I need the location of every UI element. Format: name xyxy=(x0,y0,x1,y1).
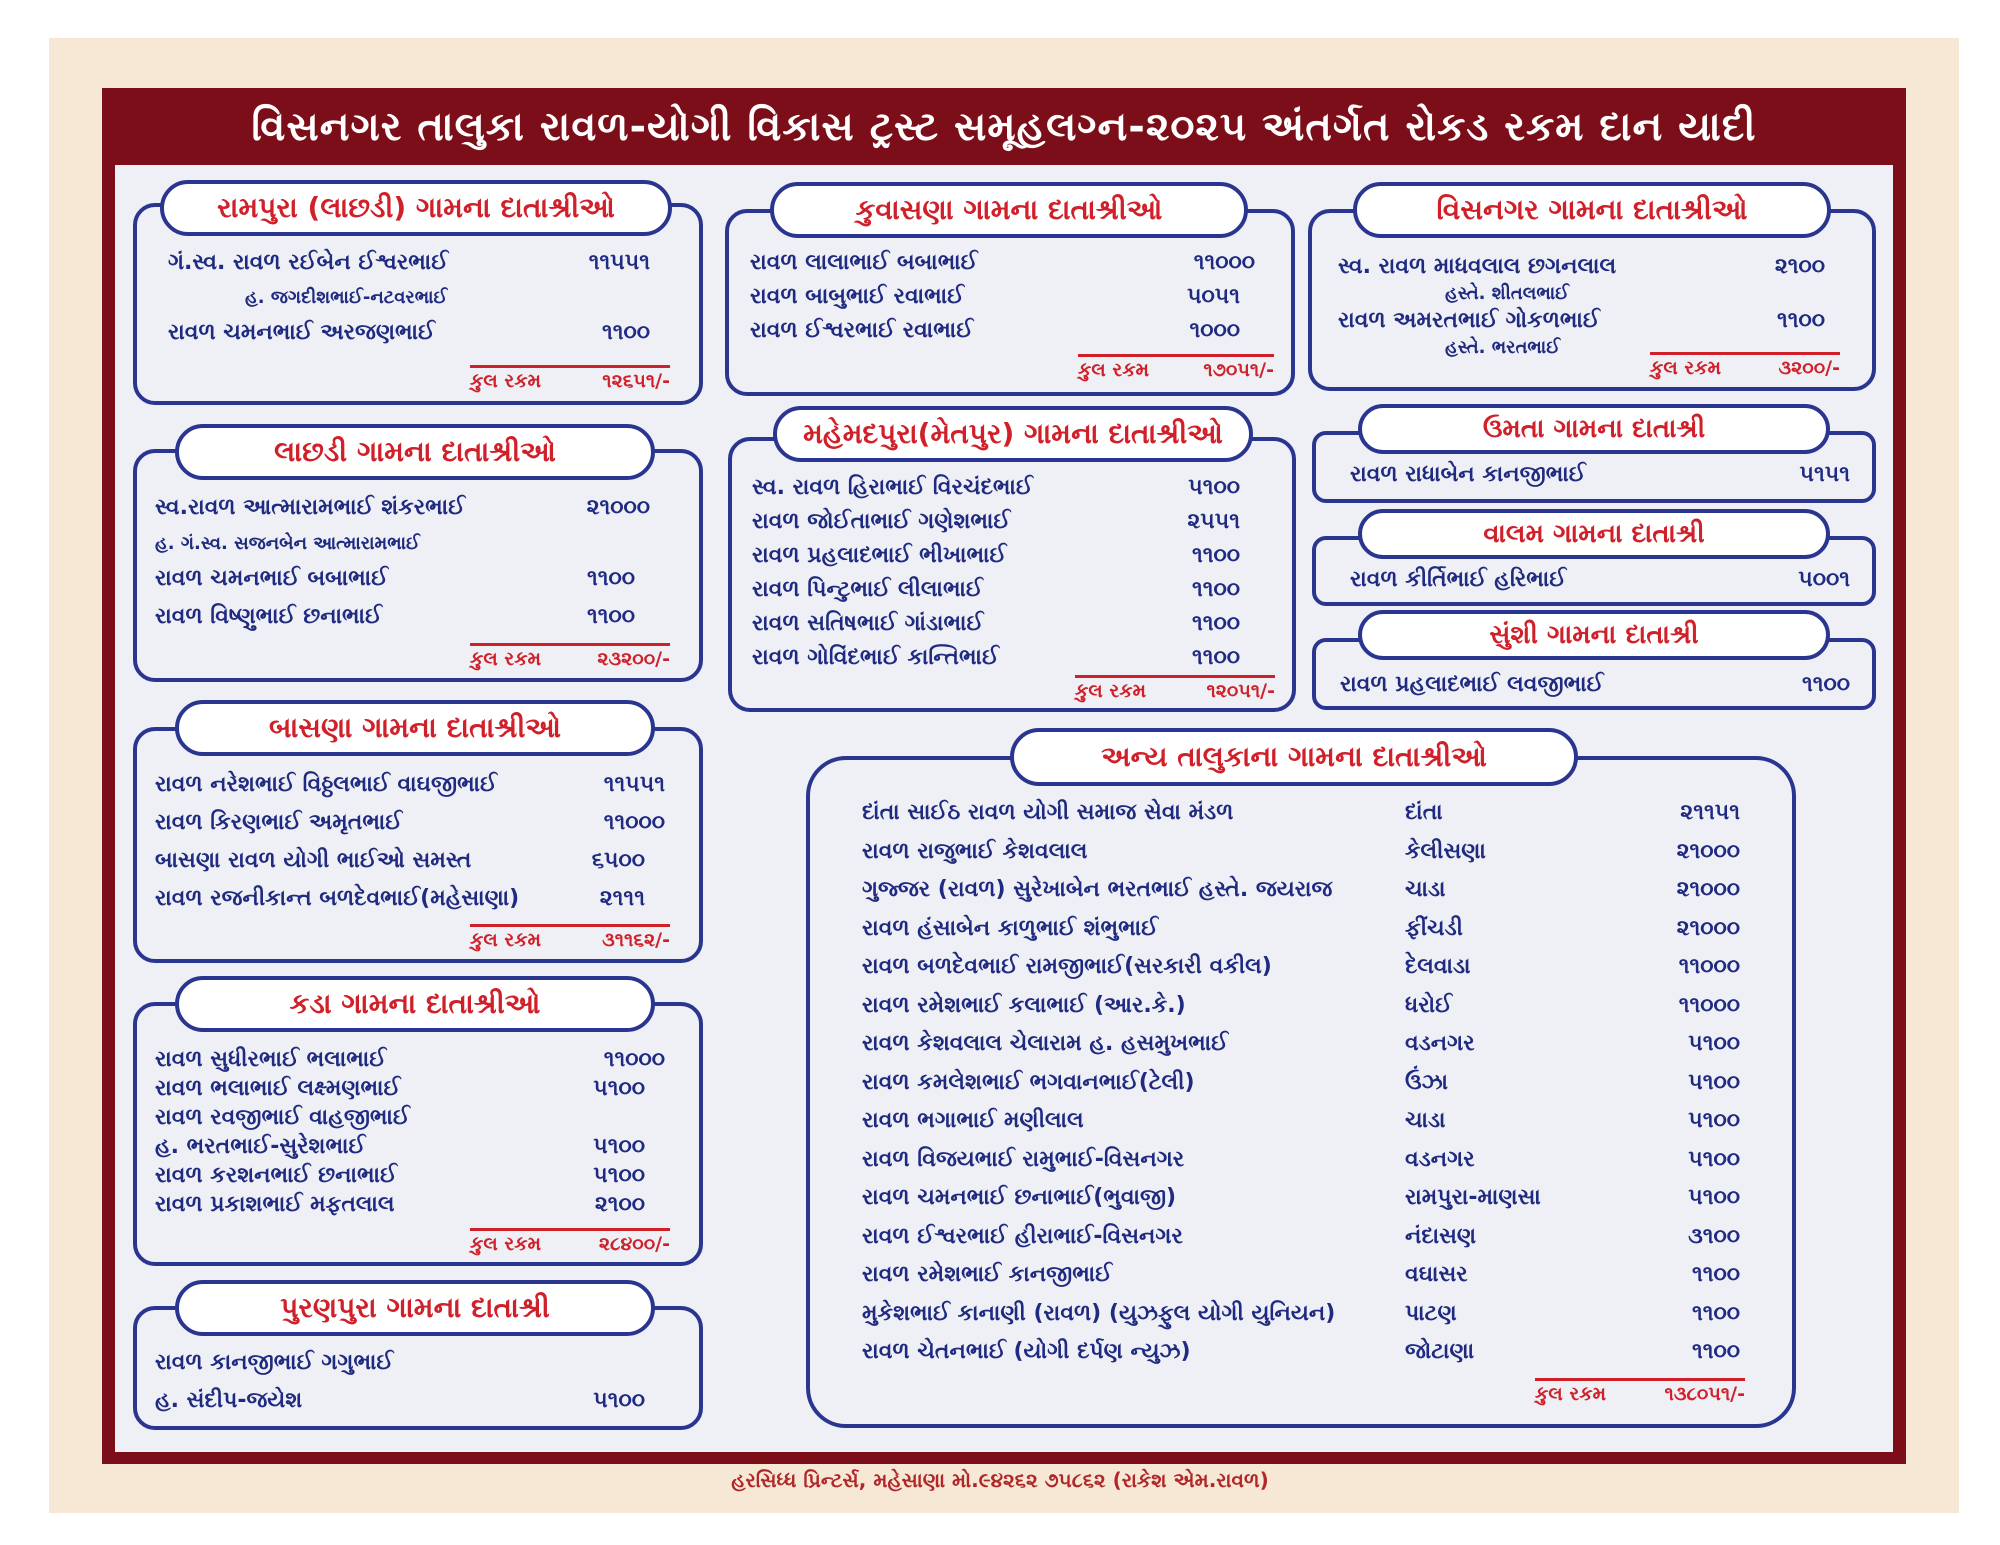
donor-amount: ૨૧૧૫૧ xyxy=(1680,800,1740,825)
visnagar-total xyxy=(1650,352,1840,379)
donor-name: હસ્તે. ભરતભાઈ xyxy=(1445,337,1561,358)
donor-amount: ૫૧૫૧ xyxy=(1799,462,1850,487)
total-amount: ૩૧૧૬૨/- xyxy=(602,929,670,951)
donor-name: રાવળ જોઈતાભાઈ ગણેશભાઈ xyxy=(752,509,1011,534)
donor-name: ગં.સ્વ. રાવળ રઈબેન ઈશ્વરભાઈ xyxy=(168,250,449,275)
donor-amount: ૧૧૦૦ xyxy=(1191,577,1240,602)
donor-name: રાવળ પ્રકાશભાઈ મફતલાલ xyxy=(155,1192,395,1217)
total-label: કુલ રકમ xyxy=(1075,680,1147,702)
donor-amount: ૧૧૦૦ xyxy=(1191,543,1240,568)
total-label: કુલ રકમ xyxy=(1650,357,1722,379)
donor-amount: ૫૧૦૦ xyxy=(1188,475,1240,500)
donor-name: દાંતા સાઈઠ રાવળ યોગી સમાજ સેવા મંડળ xyxy=(862,800,1234,825)
donor-village: ફીંચડી xyxy=(1405,915,1463,941)
donor-name: હસ્તે. શીતલભાઈ xyxy=(1445,283,1570,304)
donor-amount: ૧૧૦૦ xyxy=(1801,672,1850,697)
total-label: કુલ રકમ xyxy=(1078,359,1150,381)
donor-amount: ૫૧૦૦ xyxy=(593,1134,645,1159)
total-amount: ૩૨૦૦/- xyxy=(1778,357,1840,379)
donor-name: રાવળ કેશવલાલ ચેલારામ હ. હસમુખભાઈ xyxy=(862,1031,1229,1056)
donor-name: હ. જગદીશભાઈ-નટવરભાઈ xyxy=(245,287,448,308)
donor-amount: ૧૧૫૫૧ xyxy=(603,772,665,797)
donor-name: રાવળ ચેતનભાઈ (યોગી દર્પણ ન્યુઝ) xyxy=(862,1339,1191,1364)
donor-name: રાવળ રજનીકાન્ત બળદેવભાઈ(મહેસાણા) xyxy=(155,886,520,911)
donor-village: પાટણ xyxy=(1405,1300,1457,1326)
donor-amount: ૧૧૦૦ xyxy=(601,320,650,345)
donor-amount: ૫૧૦૦ xyxy=(593,1163,645,1188)
donor-name: રાવળ ભલાભાઈ લક્ષ્મણભાઈ xyxy=(155,1076,401,1101)
donor-name: રાવળ પિન્ટુભાઈ લીલાભાઈ xyxy=(752,577,983,602)
donor-name: રાવળ રમેશભાઈ કાનજીભાઈ xyxy=(862,1262,1113,1287)
lachhadi-heading: લાછડી ગામના દાતાશ્રીઓ xyxy=(175,424,655,480)
valam-heading: વાલમ ગામના દાતાશ્રી xyxy=(1358,509,1830,559)
donor-name: રાવળ પ્રહલાદભાઈ લવજીભાઈ xyxy=(1340,672,1604,697)
donor-amount: ૬૫૦૦ xyxy=(591,848,645,873)
donor-amount: ૨૧૦૦૦ xyxy=(1676,915,1740,941)
donor-amount: ૧૧૦૦ xyxy=(586,566,635,591)
donor-name: રાવળ રાજુભાઈ કેશવલાલ xyxy=(862,838,1088,864)
donor-name: રાવળ રાધાબેન કાનજીભાઈ xyxy=(1350,462,1586,487)
mahemadpura-heading: મહેમદપુરા(મેતપુર) ગામના દાતાશ્રીઓ xyxy=(773,406,1253,462)
donor-name: રાવળ લાલાભાઈ બબાભાઈ xyxy=(750,250,978,275)
donor-amount: ૨૧૦૦૦ xyxy=(586,495,650,520)
anya-heading: અન્ય તાલુકાના ગામના દાતાશ્રીઓ xyxy=(1010,728,1578,786)
donor-amount: ૫૧૦૦ xyxy=(593,1388,645,1413)
donor-amount: ૫૧૦૦ xyxy=(1688,1069,1740,1095)
donor-amount: ૧૧૫૫૧ xyxy=(588,250,650,275)
donor-name: રાવળ ભગાભાઈ મણીલાલ xyxy=(862,1108,1084,1133)
donor-village: દેલવાડા xyxy=(1405,954,1471,979)
donor-village: ચાડા xyxy=(1405,1108,1446,1133)
printer-footer: હરસિધ્ધ પ્રિન્ટર્સ, મહેસાણા મો.૯૪૨૬૨ ૭૫૮૬૨ (રાકેશ એમ.રાવળ) xyxy=(731,1468,1269,1492)
total-amount: ૧૨૦૫૧/- xyxy=(1206,680,1275,702)
donor-name: રાવળ કિરણભાઈ અમૃતભાઈ xyxy=(155,810,403,835)
donor-amount: ૧૦૦૦ xyxy=(1189,318,1240,343)
donor-name: હ. ભરતભાઈ-સુરેશભાઈ xyxy=(155,1134,366,1159)
donor-amount: ૨૧૦૦૦ xyxy=(1676,838,1740,864)
donor-name: રાવળ પ્રહલાદભાઈ ભીખાભાઈ xyxy=(752,543,1007,568)
sunshi-heading: સુંશી ગામના દાતાશ્રી xyxy=(1358,610,1830,660)
donor-name: રાવળ બાબુભાઈ રવાભાઈ xyxy=(750,284,965,309)
donor-name: રાવળ ચમનભાઈ છનાભાઈ(ભુવાજી) xyxy=(862,1185,1177,1210)
total-label: કુલ રકમ xyxy=(470,370,542,392)
donor-name: રાવળ વિષ્ણુભાઈ છનાભાઈ xyxy=(155,604,383,629)
donor-amount: ૨૧૦૦૦ xyxy=(1676,877,1740,902)
donor-amount: ૫૧૦૦ xyxy=(1688,1146,1740,1172)
donor-name: રાવળ કરશનભાઈ છનાભાઈ xyxy=(155,1163,397,1188)
total-label: કુલ રકમ xyxy=(470,1233,542,1255)
puranpura-heading: પુરણપુરા ગામના દાતાશ્રી xyxy=(175,1280,655,1336)
total-amount: ૧૭૦૫૧/- xyxy=(1203,359,1274,381)
donor-village: દાંતા xyxy=(1405,800,1443,825)
total-label: કુલ રકમ xyxy=(470,648,542,670)
donor-name: સ્વ. રાવળ હિરાભાઈ વિરચંદભાઈ xyxy=(752,475,1033,500)
donor-amount: ૫૦૦૧ xyxy=(1798,567,1850,592)
rampura-total xyxy=(470,365,670,392)
donor-village: ઉંઝા xyxy=(1405,1069,1449,1095)
lachhadi-total xyxy=(470,643,670,670)
donor-name: હ. સંદીપ-જયેશ xyxy=(155,1388,303,1413)
donor-village: ચાડા xyxy=(1405,877,1446,902)
donor-name: સ્વ. રાવળ માધવલાલ છગનલાલ xyxy=(1338,254,1617,279)
donor-name: રાવળ વિજયભાઈ રામુભાઈ-વિસનગર xyxy=(862,1146,1185,1172)
donor-amount: ૨૧૧૧ xyxy=(599,886,645,911)
donor-amount: ૧૧૦૦૦ xyxy=(1678,992,1740,1018)
donor-name: રાવળ સતિષભાઈ ગાંડાભાઈ xyxy=(752,611,984,636)
donor-village: નંદાસણ xyxy=(1405,1223,1477,1249)
donor-name: રાવળ કીર્તિભાઈ હરિભાઈ xyxy=(1350,567,1567,592)
donor-amount: ૩૧૦૦ xyxy=(1688,1223,1740,1249)
donor-amount: ૨૧૦૦ xyxy=(594,1192,645,1217)
donor-name: રાવળ બળદેવભાઈ રામજીભાઈ(સરકારી વકીલ) xyxy=(862,954,1272,979)
donor-amount: ૧૧૦૦૦ xyxy=(1678,954,1740,979)
donor-name: રાવળ રમેશભાઈ કલાભાઈ (આર.કે.) xyxy=(862,992,1186,1018)
donor-name: રાવળ અમરતભાઈ ગોકળભાઈ xyxy=(1338,308,1600,333)
basana-total xyxy=(470,924,670,951)
donor-amount: ૫૦૫૧ xyxy=(1187,284,1240,309)
anya-total xyxy=(1535,1378,1745,1405)
donor-name: રાવળ કાનજીભાઈ ગગુભાઈ xyxy=(155,1350,394,1375)
donor-amount: ૧૧૦૦૦ xyxy=(603,1047,665,1072)
donor-amount: ૧૧૦૦ xyxy=(1691,1300,1740,1326)
donor-name: રાવળ કમલેશભાઈ ભગવાનભાઈ(ટેલી) xyxy=(862,1069,1195,1095)
donor-name: રાવળ હંસાબેન કાળુભાઈ શંભુભાઈ xyxy=(862,915,1159,941)
donor-amount: ૫૧૦૦ xyxy=(593,1076,645,1101)
donor-amount: ૧૧૦૦ xyxy=(1691,1339,1740,1364)
page-title: વિસનગર તાલુકા રાવળ-યોગી વિકાસ ટ્રસ્ટ સમૂહલગ્ન-૨૦૨૫ અંતર્ગત રોકડ રકમ દાન યાદી xyxy=(251,103,1757,150)
donor-amount: ૧૧૦૦ xyxy=(586,604,635,629)
total-label: કુલ રકમ xyxy=(470,929,542,951)
donor-village: ધરોઈ xyxy=(1405,992,1453,1018)
donor-village: જોટાણા xyxy=(1405,1339,1475,1364)
donor-amount: ૧૧૦૦૦ xyxy=(1193,250,1255,275)
donor-name: મુકેશભાઈ કાનાણી (રાવળ) (યુઝફુલ યોગી યુનિયન) xyxy=(862,1300,1336,1326)
donor-amount: ૨૧૦૦ xyxy=(1774,254,1825,279)
donor-village: રામપુરા-માણસા xyxy=(1405,1185,1541,1210)
total-amount: ૨૩૨૦૦/- xyxy=(597,648,670,670)
donor-amount: ૧૧૦૦૦ xyxy=(603,810,665,835)
donor-amount: ૧૧૦૦ xyxy=(1776,308,1825,333)
visnagar-heading: વિસનગર ગામના દાતાશ્રીઓ xyxy=(1353,182,1831,238)
kada-total xyxy=(470,1228,670,1255)
donor-name: રાવળ ઈશ્વરભાઈ હીરાભાઈ-વિસનગર xyxy=(862,1223,1183,1249)
donor-amount: ૧૧૦૦ xyxy=(1191,611,1240,636)
donor-village: વડનગર xyxy=(1405,1031,1475,1056)
total-amount: ૧૨૬૫૧/- xyxy=(602,370,670,392)
donor-name: હ. ગં.સ્વ. સજનબેન આત્મારામભાઈ xyxy=(155,533,420,554)
donor-amount: ૫૧૦૦ xyxy=(1688,1185,1740,1210)
kada-heading: કડા ગામના દાતાશ્રીઓ xyxy=(175,976,655,1032)
donor-name: રાવળ ચમનભાઈ અરજણભાઈ xyxy=(168,320,435,345)
donor-name: રાવળ ઈશ્વરભાઈ રવાભાઈ xyxy=(750,318,974,343)
kuvasana-total xyxy=(1078,354,1274,381)
donor-village: વડનગર xyxy=(1405,1146,1475,1172)
donor-amount: ૫૧૦૦ xyxy=(1688,1031,1740,1056)
donor-village: વઘાસર xyxy=(1405,1262,1468,1287)
donor-village: કેલીસણા xyxy=(1405,838,1486,864)
donor-name: રાવળ ગોવિંદભાઈ કાન્તિભાઈ xyxy=(752,645,999,670)
donor-name: ગુજ્જર (રાવળ) સુરેખાબેન ભરતભાઈ હસ્તે. જયરાજ xyxy=(862,877,1333,902)
donor-name: રાવળ ચમનભાઈ બબાભાઈ xyxy=(155,566,389,591)
donor-amount: ૧૧૦૦ xyxy=(1691,1262,1740,1287)
total-amount: ૨૮૪૦૦/- xyxy=(598,1233,670,1255)
rampura-heading: રામપુરા (લાછડી) ગામના દાતાશ્રીઓ xyxy=(160,180,672,236)
donor-name: સ્વ.રાવળ આત્મારામભાઈ શંકરભાઈ xyxy=(155,495,466,520)
donor-name: રાવળ રવજીભાઈ વાહજીભાઈ xyxy=(155,1105,410,1130)
donor-name: રાવળ સુધીરભાઈ ભલાભાઈ xyxy=(155,1047,387,1072)
donor-amount: ૫૧૦૦ xyxy=(1688,1108,1740,1133)
donor-name: બાસણા રાવળ યોગી ભાઈઓ સમસ્ત xyxy=(155,848,472,873)
donor-amount: ૨૫૫૧ xyxy=(1187,509,1240,534)
donor-name: રાવળ નરેશભાઈ વિઠ્ઠલભાઈ વાઘજીભાઈ xyxy=(155,772,498,797)
mahemadpura-total xyxy=(1075,675,1275,702)
basana-heading: બાસણા ગામના દાતાશ્રીઓ xyxy=(175,700,655,756)
kuvasana-heading: કુવાસણા ગામના દાતાશ્રીઓ xyxy=(770,182,1248,238)
total-label: કુલ રકમ xyxy=(1535,1383,1607,1405)
donor-amount: ૧૧૦૦ xyxy=(1191,645,1240,670)
total-amount: ૧૩૮૦૫૧/- xyxy=(1664,1383,1745,1405)
umata-heading: ઉમતા ગામના દાતાશ્રી xyxy=(1358,404,1830,454)
